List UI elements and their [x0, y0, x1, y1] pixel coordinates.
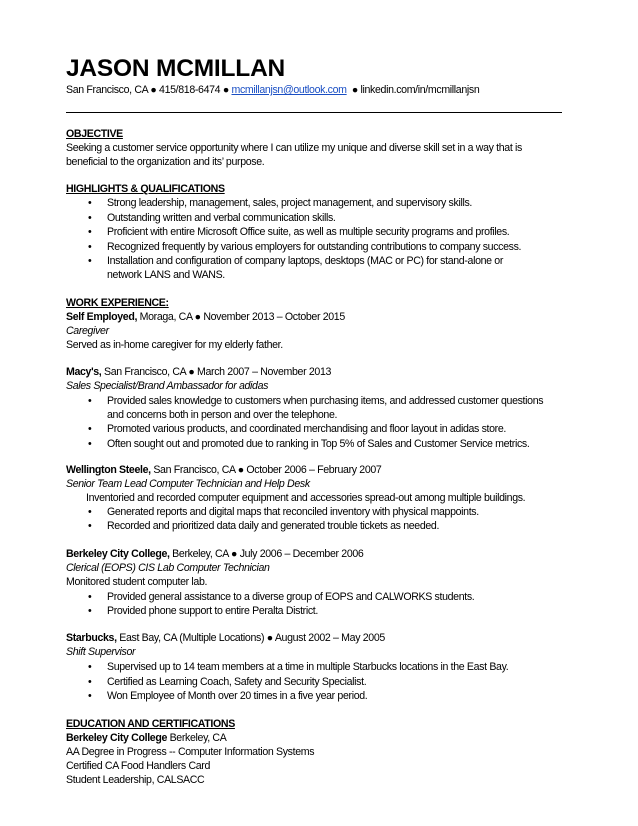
- job-title: Caregiver: [66, 325, 109, 337]
- job-bullet: Provided general assistance to a diverse group of EOPS and CALWORKS students.: [107, 591, 475, 603]
- job-employer: Starbucks,: [66, 632, 117, 644]
- job-title: Clerical (EOPS) CIS Lab Computer Technician: [66, 562, 270, 574]
- education-school: Berkeley City College: [66, 732, 167, 744]
- header-divider: [66, 112, 562, 113]
- job-bullet: Generated reports and digital maps that reconciled inventory with physical mappoints.: [107, 506, 479, 518]
- bullet-icon: •: [88, 591, 92, 603]
- job-header: [66, 632, 385, 645]
- contact-phone: 415/818-6474: [159, 84, 221, 96]
- job-bullet: Provided sales knowledge to customers when purchasing items, and addressed customer questions: [107, 395, 544, 407]
- bullet-icon: •: [88, 690, 92, 702]
- job-location: San Francisco, CA: [101, 366, 186, 378]
- job-header: [66, 464, 381, 477]
- job-bullet: Often sought out and promoted due to ranking in Top 5% of Sales and Customer Service metrics.: [107, 438, 530, 450]
- job-bullet: Certified as Learning Coach, Safety and Security Specialist.: [107, 676, 367, 688]
- job-description: Served as in-home caregiver for my elderly father.: [66, 339, 283, 351]
- separator-dot: ●: [194, 311, 201, 323]
- education-heading: EDUCATION AND CERTIFICATIONS: [66, 718, 235, 730]
- separator-dot: ●: [231, 548, 238, 560]
- contact-location: San Francisco, CA: [66, 84, 148, 96]
- job-bullet-continued: and concerns both in person and over the telephone.: [107, 409, 338, 421]
- bullet-icon: •: [88, 423, 92, 435]
- job-dates: March 2007 – November 2013: [197, 366, 332, 378]
- job-bullet: Supervised up to 14 team members at a time in multiple Starbucks locations in the East Bay.: [107, 661, 509, 673]
- education-location: Berkeley, CA: [167, 732, 227, 744]
- education-item: Student Leadership, CALSACC: [66, 774, 205, 786]
- job-location: San Francisco, CA: [150, 464, 236, 476]
- education-item: Certified CA Food Handlers Card: [66, 760, 211, 772]
- job-title: Sales Specialist/Brand Ambassador for adidas: [66, 380, 269, 392]
- bullet-icon: •: [88, 661, 92, 673]
- job-employer: Self Employed,: [66, 311, 138, 323]
- objective-line: beneficial to the organization and its’ purpose.: [66, 156, 265, 168]
- separator-dot: ●: [237, 464, 244, 476]
- separator-dot: ●: [266, 632, 273, 644]
- highlights-heading: HIGHLIGHTS & QUALIFICATIONS: [66, 183, 225, 195]
- job-employer: Macy's,: [66, 366, 102, 378]
- job-dates: October 2006 – February 2007: [246, 464, 382, 476]
- email-link[interactable]: mcmillanjsn@outlook.com: [231, 84, 347, 96]
- job-location: East Bay, CA (Multiple Locations): [116, 632, 265, 644]
- separator-dot: ●: [222, 84, 229, 96]
- contact-linkedin: linkedin.com/in/mcmillanjsn: [360, 84, 480, 96]
- highlight-item: Outstanding written and verbal communication skills.: [107, 212, 336, 224]
- bullet-icon: •: [88, 438, 92, 450]
- education-item: AA Degree in Progress -- Computer Information Systems: [66, 746, 315, 758]
- job-header: [66, 366, 331, 379]
- bullet-icon: •: [88, 520, 92, 532]
- job-header: [66, 311, 345, 324]
- job-dates: July 2006 – December 2006: [239, 548, 364, 560]
- job-header: [66, 548, 363, 561]
- bullet-icon: •: [88, 676, 92, 688]
- job-location: Moraga, CA: [137, 311, 193, 323]
- contact-line: [66, 84, 479, 97]
- objective-line: Seeking a customer service opportunity where I can utilize my unique and diverse skill set in a way that is: [66, 142, 522, 154]
- job-dates: November 2013 – October 2015: [203, 311, 345, 323]
- separator-dot: ●: [351, 84, 358, 96]
- candidate-name: JASON MCMILLAN: [66, 55, 286, 82]
- job-dates: August 2002 – May 2005: [274, 632, 385, 644]
- separator-dot: ●: [150, 84, 157, 96]
- bullet-icon: •: [88, 197, 92, 209]
- education-school-line: [66, 732, 226, 745]
- job-title: Shift Supervisor: [66, 646, 136, 658]
- highlight-item: Installation and configuration of company laptops, desktops (MAC or PC) for stand-alone or: [107, 255, 504, 267]
- job-bullet: Recorded and prioritized data daily and generated trouble tickets as needed.: [107, 520, 440, 532]
- job-location: Berkeley, CA: [169, 548, 229, 560]
- job-employer: Wellington Steele,: [66, 464, 151, 476]
- job-title: Senior Team Lead Computer Technician and Help Desk: [66, 478, 310, 490]
- highlight-item: Recognized frequently by various employers for outstanding contributions to company success.: [107, 241, 522, 253]
- bullet-icon: •: [88, 255, 92, 267]
- highlight-item: Strong leadership, management, sales, project management, and supervisory skills.: [107, 197, 472, 209]
- job-description: Inventoried and recorded computer equipment and accessories spread-out among multiple buildings.: [86, 492, 526, 504]
- objective-heading: OBJECTIVE: [66, 128, 123, 140]
- job-bullet: Provided phone support to entire Peralta District.: [107, 605, 318, 617]
- bullet-icon: •: [88, 506, 92, 518]
- job-bullet: Won Employee of Month over 20 times in a five year period.: [107, 690, 368, 702]
- bullet-icon: •: [88, 226, 92, 238]
- bullet-icon: •: [88, 241, 92, 253]
- highlight-item-continued: network LANS and WANS.: [107, 269, 225, 281]
- work-heading: WORK EXPERIENCE:: [66, 297, 169, 309]
- bullet-icon: •: [88, 605, 92, 617]
- bullet-icon: •: [88, 395, 92, 407]
- highlight-item: Proficient with entire Microsoft Office suite, as well as multiple security programs and profiles.: [107, 226, 510, 238]
- bullet-icon: •: [88, 212, 92, 224]
- job-employer: Berkeley City College,: [66, 548, 170, 560]
- separator-dot: ●: [188, 366, 195, 378]
- job-bullet: Promoted various products, and coordinated merchandising and floor layout in adidas store.: [107, 423, 506, 435]
- job-description: Monitored student computer lab.: [66, 576, 208, 588]
